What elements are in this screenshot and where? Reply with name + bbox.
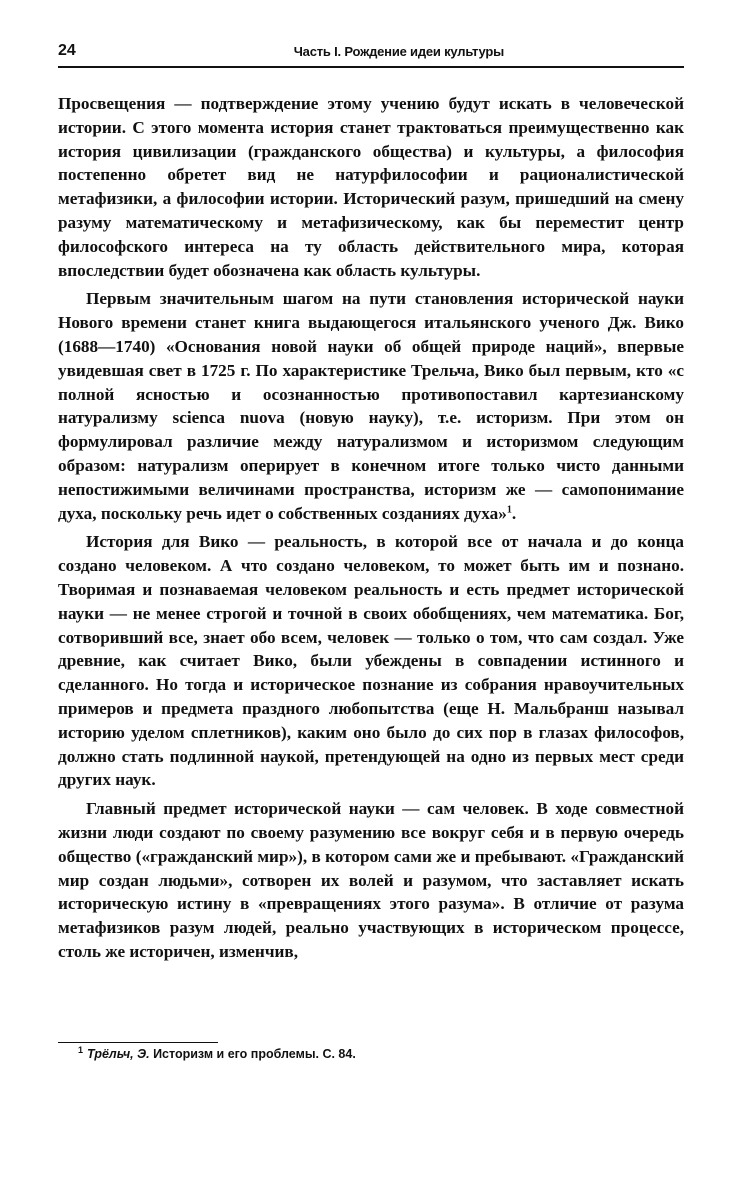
paragraph-text: Главный предмет исторической науки — сам человек. В ходе совместной жизни люди создают по своему разумению все вокруг себя и в первую очередь общество («гражданский мир»), в котором сами же и пребывают. «Гражданский мир создан людьми», сотворен их волей и разумом, что заставляет искать историческую истину в «превращениях этого разума». В отличие от разума метафизиков разум людей, реально участвующих в историческом процессе, столь же историчен, изменчив, [58,799,684,961]
running-title: Часть I. Рождение идеи культуры [293,44,504,59]
paragraph [58,530,684,792]
footnote-text: Историзм и его проблемы. С. 84. [153,1047,356,1062]
footnote-author: Трёльч, Э. [87,1047,150,1062]
footnote-reference[interactable]: 1 [506,503,512,515]
paragraph-text: История для Вико — реальность, в которой все от начала и до конца создано человеком. А что создано человеком, то может быть им и познано. Творимая и познаваемая человеком реальность и есть предмет исторической науки — не менее строгой и точной в своих обобщениях, чем математика. Бог, сотворивший все, знает обо всем, человек — только о том, что сам создал. Уже древние, как считает Вико, были убеждены в совпадении истинного и сделанного. Но тогда и историческое познание из собрания нравоучительных примеров и предмета праздного любопытства (еще Н. Мальбранш называл историю уделом сплетников), каким оно было до сих пор в глазах философов, должно стать подлинной наукой, претендующей на одно из первых мест среди других наук. [58,532,684,790]
paragraph-text: Первым значительным шагом на пути становления исторической науки Нового времени станет книга выдающегося итальянского ученого Дж. Вико (1688—1740) «Основания новой науки об общей природе наций», впервые увидевшая свет в 1725 г. По характеристике Трельча, Вико был первым, кто «с полной ясностью и осознанностью противопоставил картезианскому натурализму scienca nuova (новую науку), т.е. историзм. При этом он формулировал различие между натурализмом и историзмом следующим образом: натурализм оперирует в конечном итоге только чисто данными непостижимыми величинами пространства, историзм же — самопонимание духа, поскольку речь идет о собственных созданиях духа» [58,289,684,523]
paragraph: Первым значительным шагом на пути становления исторической науки Нового времени станет книга выдающегося итальянского ученого Дж. Вико (1688—1740) «Основания новой науки об общей природе наций», впервые увидевшая свет в 1725 г. По характеристике Трельча, Вико был первым, кто «с полной ясностью и осознанностью противопоставил картезианскому натурализму scienca nuova (новую науку), т.е. историзм. При этом он формулировал различие между натурализмом и историзмом следующим образом: натурализм оперирует в конечном итоге только чисто данными непостижимыми величинами пространства, историзм же — самопонимание духа, поскольку речь идет о собственных созданиях духа»$^1$. [58,289,684,523]
footnote [78,1045,678,1061]
footnote-divider [58,1042,218,1043]
page-header [58,40,684,68]
paragraph-text: Просвещения — подтверждение этому учению будут искать в человеческой истории. С этого момента история станет трактоваться преимущественно как история цивилизации (гражданского общества) и культуры, а философия постепенно обретет вид не натурфилософии и рационалистической метафизики, а философии истории. Исторический разум, пришедший на смену разуму математическому и метафизическому, как бы переместит центр философского интереса на ту область действительного мира, которая впоследствии будет обозначена как область культуры. [58,94,684,280]
footnote-mark: 1 [78,1045,84,1055]
body-text [58,92,684,969]
page-number: 24 [58,42,76,59]
paragraph [58,92,684,282]
paragraph [58,797,684,964]
